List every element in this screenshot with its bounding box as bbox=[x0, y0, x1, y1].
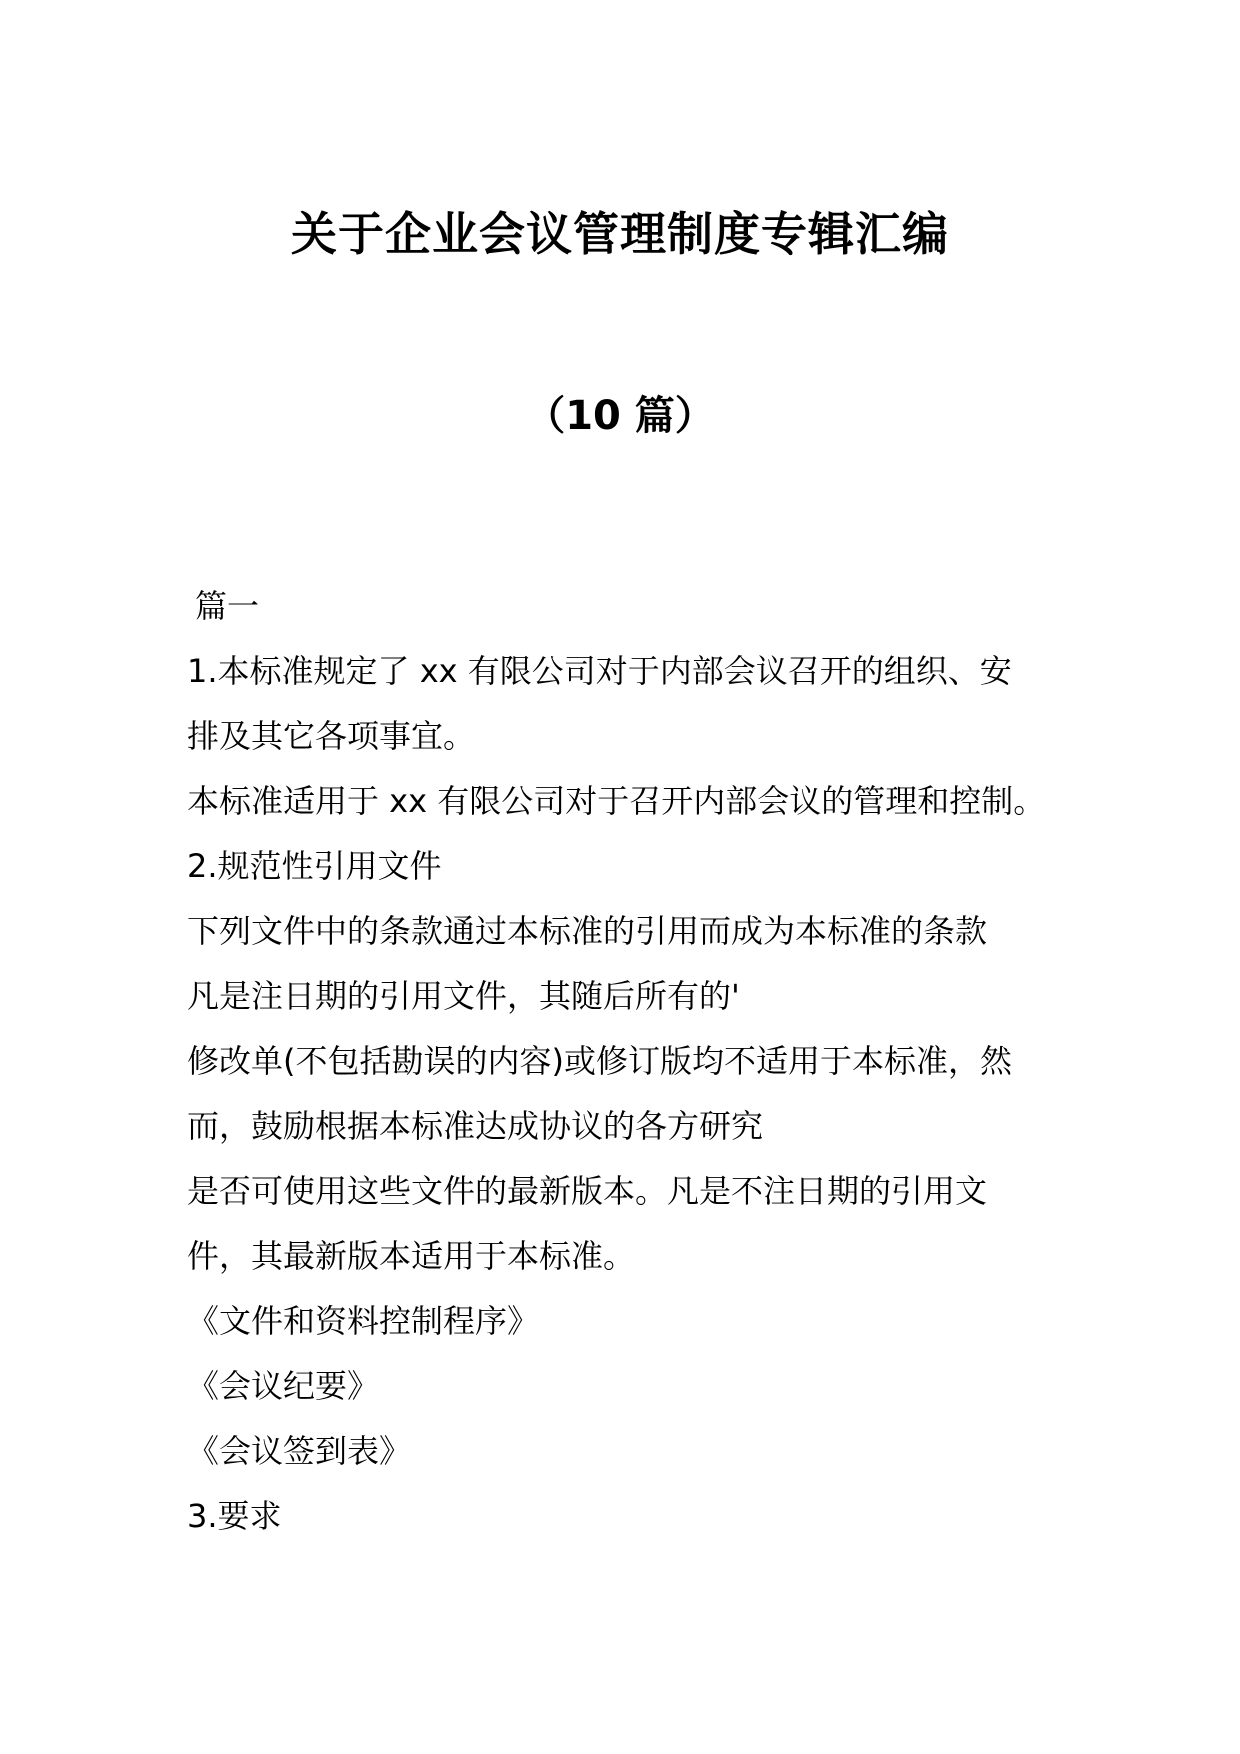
paragraph-line: 1.本标准规定了 xx 有限公司对于内部会议召开的组织、安 bbox=[187, 652, 1012, 690]
referenced-document: 《会议纪要》 bbox=[187, 1367, 380, 1405]
paragraph-line: 下列文件中的条款通过本标准的引用而成为本标准的条款 bbox=[187, 912, 988, 950]
subsection-heading: 3.要求 bbox=[187, 1497, 282, 1535]
paragraph-line: 本标准适用于 xx 有限公司对于召开内部会议的管理和控制。 bbox=[187, 782, 1046, 820]
section-heading: 篇一 bbox=[195, 587, 260, 625]
paragraph-line: 件，其最新版本适用于本标准。 bbox=[187, 1237, 636, 1275]
document-body bbox=[187, 574, 1067, 1549]
paragraph-line: 是否可使用这些文件的最新版本。凡是不注日期的引用文 bbox=[187, 1172, 988, 1210]
referenced-document: 《文件和资料控制程序》 bbox=[187, 1302, 540, 1340]
paragraph-line: 修改单(不包括勘误的内容)或修订版均不适用于本标准，然 bbox=[187, 1042, 1012, 1080]
document-subtitle: （10 篇） bbox=[525, 393, 715, 439]
paragraph-line: 凡是注日期的引用文件，其随后所有的' bbox=[187, 977, 740, 1015]
paragraph-line: 排及其它各项事宜。 bbox=[187, 717, 476, 755]
document-title: 关于企业会议管理制度专辑汇编 bbox=[291, 207, 949, 261]
paragraph-line: 而，鼓励根据本标准达成协议的各方研究 bbox=[187, 1107, 764, 1145]
subsection-heading: 2.规范性引用文件 bbox=[187, 847, 442, 885]
referenced-document: 《会议签到表》 bbox=[187, 1432, 412, 1470]
